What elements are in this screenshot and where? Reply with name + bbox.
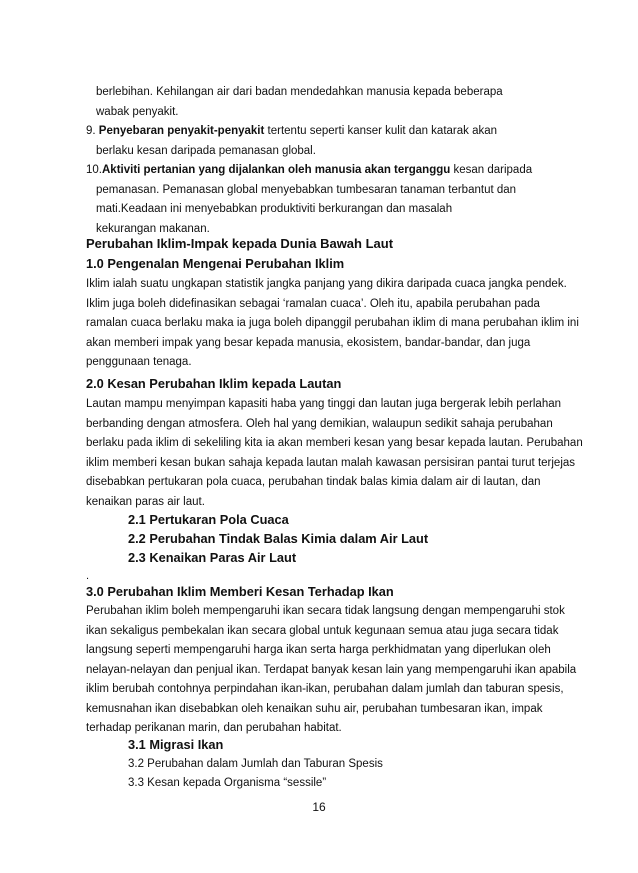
section-paragraph bbox=[86, 602, 577, 739]
paragraph-line: ramalan cuaca berlaku maka ia juga boleh dipanggil perubahan iklim di mana perubahan iklim ini bbox=[86, 317, 579, 329]
list-number: 9. bbox=[86, 125, 99, 137]
list-item-10 bbox=[86, 161, 556, 181]
paragraph-line: kenaikan paras air laut. bbox=[86, 495, 205, 508]
paragraph-line: penggunaan tenaga. bbox=[86, 356, 192, 368]
section-heading: 2.0 Kesan Perubahan Iklim kepada Lautan bbox=[86, 376, 342, 391]
section-3 bbox=[86, 582, 577, 739]
paragraph-line: langsung seperti mempengaruhi harga ikan serta harga perkhidmatan yang diperlukan oleh bbox=[86, 644, 551, 656]
section-heading: 1.0 Pengenalan Mengenai Perubahan Iklim bbox=[86, 256, 345, 271]
paragraph-line: nelayan-nelayan dan penjual ikan. Terdapat banyak kesan lain yang mempengaruhi ikan apabila bbox=[86, 663, 577, 676]
list-item-line: kekurangan makanan. bbox=[96, 222, 210, 235]
section-paragraph bbox=[86, 395, 583, 512]
main-title: Perubahan Iklim-Impak kepada Dunia Bawah Laut bbox=[86, 236, 394, 251]
section-paragraph bbox=[86, 275, 579, 373]
subsection-heading: 2.1 Pertukaran Pola Cuaca bbox=[128, 512, 289, 527]
subsection-heading: 2.2 Perubahan Tindak Balas Kimia dalam Air Laut bbox=[128, 531, 429, 546]
list-item-text: tertentu seperti kanser kulit dan katarak akan bbox=[264, 125, 498, 137]
section-2 bbox=[86, 374, 583, 512]
paragraph-line: terhadap perikanan marin, dan perubahan habitat. bbox=[86, 722, 342, 734]
paragraph-line: berbanding dengan atmosfera. Oleh hal yang demikian, walaupun sedikit sahaja perubahan bbox=[86, 417, 553, 430]
intro-list bbox=[86, 83, 556, 239]
paragraph-line: disebabkan pertukaran pola cuaca, perubahan tindak balas kimia dalam air di lautan, dan bbox=[86, 476, 541, 488]
paragraph-line: iklim memberi kesan bukan sahaja kepada lautan malah kawasan persisiran pantai turut terjejas bbox=[86, 456, 576, 469]
section-1 bbox=[86, 254, 579, 373]
subsection-item: 3.2 Perubahan dalam Jumlah dan Taburan Spesis bbox=[128, 758, 383, 770]
paragraph-line: Iklim juga boleh didefinasikan sebagai ‘ramalan cuaca’. Oleh itu, apabila perubahan pada bbox=[86, 297, 540, 310]
list-continuation-line: berlebihan. Kehilangan air dari badan mendedahkan manusia kepada beberapa bbox=[96, 86, 503, 98]
list-item-line: mati.Keadaan ini menyebabkan produktiviti berkurangan dan masalah bbox=[96, 203, 453, 215]
list-item-text: kesan daripada bbox=[450, 164, 533, 176]
subsection-item: 3.3 Kesan kepada Organisma “sessile” bbox=[128, 777, 327, 789]
paragraph-line: iklim berubah contohnya perpindahan ikan-ikan, perubahan dalam jumlah dan taburan spesis, bbox=[86, 683, 564, 695]
paragraph-line: Perubahan iklim boleh mempengaruhi ikan secara tidak langsung dengan mempengaruhi stok bbox=[86, 605, 565, 617]
page-number: 16 bbox=[312, 800, 326, 814]
subsection-heading: 2.3 Kenaikan Paras Air Laut bbox=[128, 550, 297, 565]
paragraph-line: berlaku pada iklim di sekeliling kita ia akan memberi kesan yang besar kepada lautan. Perubahan bbox=[86, 437, 583, 449]
list-item-bold: Penyebaran penyakit-penyakit bbox=[98, 125, 265, 137]
section-heading: 3.0 Perubahan Iklim Memberi Kesan Terhadap Ikan bbox=[86, 584, 394, 599]
stray-dot: . bbox=[86, 570, 90, 582]
paragraph-line: kemusnahan ikan disebabkan oleh kenaikan suhu air, perubahan tumbesaran ikan, impak bbox=[86, 702, 543, 715]
list-item-9 bbox=[86, 122, 556, 142]
list-item-line: pemanasan. Pemanasan global menyebabkan tumbesaran tanaman terbantut dan bbox=[96, 183, 517, 196]
subsection-heading: 3.1 Migrasi Ikan bbox=[128, 737, 224, 752]
paragraph-line: ikan sekaligus pembekalan ikan secara global untuk kegunaan semua atau juga secara tidak bbox=[86, 624, 559, 637]
paragraph-line: akan memberi impak yang besar kepada manusia, ekosistem, bandar-bandar, dan juga bbox=[86, 336, 531, 349]
paragraph-line: Lautan mampu menyimpan kapasiti haba yang tinggi dan lautan juga bergerak lebih perlahan bbox=[86, 398, 562, 410]
list-item-bold: Aktiviti pertanian yang dijalankan oleh manusia akan terganggu bbox=[102, 164, 451, 176]
main-title-wrap bbox=[86, 234, 556, 253]
paragraph-line: Iklim ialah suatu ungkapan statistik jangka panjang yang dikira daripada cuaca jangka pendek. bbox=[86, 278, 567, 290]
list-item-line: berlaku kesan daripada pemanasan global. bbox=[96, 144, 316, 157]
list-continuation-line: wabak penyakit. bbox=[96, 105, 179, 118]
list-number: 10. bbox=[86, 164, 102, 176]
